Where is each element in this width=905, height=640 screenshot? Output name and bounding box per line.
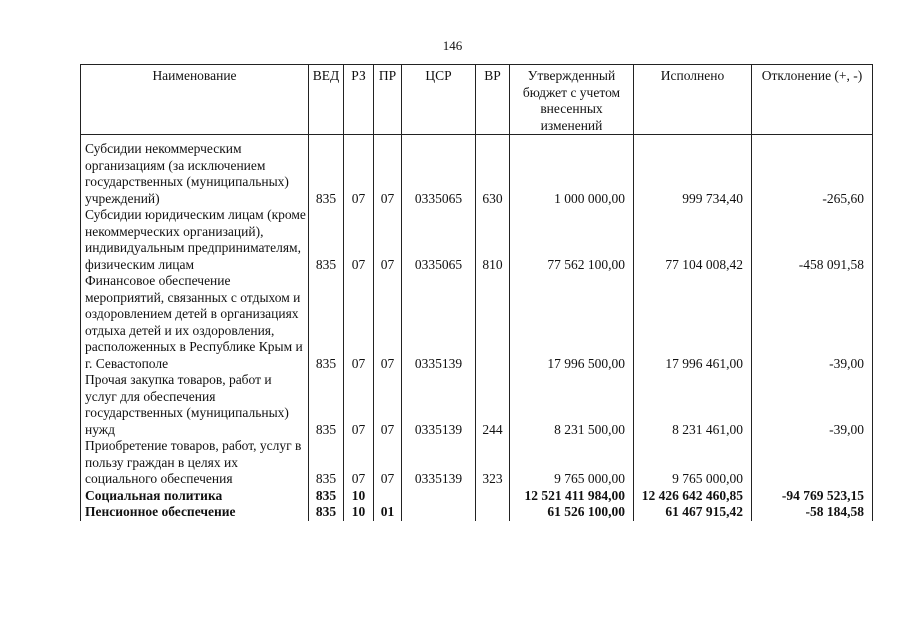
row-name: Прочая закупка товаров, работ и услуг для обеспечения государственных (муниципальных) нужд [81, 372, 309, 438]
row-ved: 835 [309, 273, 344, 372]
row-ved: 835 [309, 372, 344, 438]
row-approved: 1 000 000,00 [510, 135, 634, 208]
table-row [81, 372, 873, 438]
row-executed: 61 467 915,42 [634, 504, 752, 521]
row-pr: 07 [374, 438, 402, 488]
row-rz: 07 [344, 207, 374, 273]
table-header-row [81, 65, 873, 135]
row-rz: 07 [344, 372, 374, 438]
row-ved: 835 [309, 438, 344, 488]
row-pr [374, 488, 402, 505]
row-vr [476, 488, 510, 505]
header-csr: ЦСР [402, 65, 476, 135]
row-csr: 0335139 [402, 273, 476, 372]
row-approved: 8 231 500,00 [510, 372, 634, 438]
row-csr: 0335065 [402, 135, 476, 208]
row-pr: 01 [374, 504, 402, 521]
row-deviation: -58 184,58 [752, 504, 873, 521]
row-deviation: -39,00 [752, 372, 873, 438]
row-csr: 0335065 [402, 207, 476, 273]
header-pr: ПР [374, 65, 402, 135]
row-approved: 61 526 100,00 [510, 504, 634, 521]
row-approved: 12 521 411 984,00 [510, 488, 634, 505]
row-vr: 244 [476, 372, 510, 438]
row-deviation: -458 091,58 [752, 207, 873, 273]
row-csr: 0335139 [402, 438, 476, 488]
row-ved: 835 [309, 207, 344, 273]
header-name: Наименование [81, 65, 309, 135]
row-name: Субсидии юридическим лицам (кроме некоммерческих организаций), индивидуальным предпринимателям, физическим лицам [81, 207, 309, 273]
row-rz: 10 [344, 488, 374, 505]
row-name: Субсидии некоммерческим организациям (за исключением государственных (муниципальных) учреждений) [81, 135, 309, 208]
table-row [81, 504, 873, 521]
row-csr [402, 488, 476, 505]
row-vr [476, 504, 510, 521]
row-vr: 630 [476, 135, 510, 208]
table-row [81, 207, 873, 273]
row-rz: 10 [344, 504, 374, 521]
row-executed: 999 734,40 [634, 135, 752, 208]
row-deviation: -94 769 523,15 [752, 488, 873, 505]
row-name: Финансовое обеспечение мероприятий, связанных с отдыхом и оздоровлением детей в организациях отдыха детей и их оздоровления, расположенных в Республике Крым и г. Севастополе [81, 273, 309, 372]
row-csr [402, 504, 476, 521]
row-executed: 77 104 008,42 [634, 207, 752, 273]
table-body [81, 135, 873, 521]
row-ved: 835 [309, 135, 344, 208]
row-executed: 8 231 461,00 [634, 372, 752, 438]
row-pr: 07 [374, 135, 402, 208]
row-pr: 07 [374, 273, 402, 372]
page-number: 146 [442, 38, 463, 53]
row-ved: 835 [309, 488, 344, 505]
header-ved: ВЕД [309, 65, 344, 135]
table-row [81, 273, 873, 372]
row-ved: 835 [309, 504, 344, 521]
row-vr [476, 273, 510, 372]
header-vr: ВР [476, 65, 510, 135]
header-approved: Утвержденный бюджет с учетом внесенных изменений [510, 65, 634, 135]
row-rz: 07 [344, 135, 374, 208]
row-rz: 07 [344, 273, 374, 372]
row-pr: 07 [374, 372, 402, 438]
row-rz: 07 [344, 438, 374, 488]
header-rz: РЗ [344, 65, 374, 135]
table-row [81, 488, 873, 505]
row-approved: 17 996 500,00 [510, 273, 634, 372]
row-csr: 0335139 [402, 372, 476, 438]
row-name: Пенсионное обеспечение [81, 504, 309, 521]
table-row [81, 438, 873, 488]
header-deviation: Отклонение (+, -) [752, 65, 873, 135]
budget-execution-table [80, 64, 873, 521]
row-deviation: -265,60 [752, 135, 873, 208]
row-deviation [752, 438, 873, 488]
row-vr: 323 [476, 438, 510, 488]
header-executed: Исполнено [634, 65, 752, 135]
row-approved: 9 765 000,00 [510, 438, 634, 488]
row-name: Социальная политика [81, 488, 309, 505]
row-executed: 17 996 461,00 [634, 273, 752, 372]
row-approved: 77 562 100,00 [510, 207, 634, 273]
row-vr: 810 [476, 207, 510, 273]
row-executed: 9 765 000,00 [634, 438, 752, 488]
row-executed: 12 426 642 460,85 [634, 488, 752, 505]
row-pr: 07 [374, 207, 402, 273]
table-row [81, 135, 873, 208]
row-name: Приобретение товаров, работ, услуг в пользу граждан в целях их социального обеспечения [81, 438, 309, 488]
row-deviation: -39,00 [752, 273, 873, 372]
